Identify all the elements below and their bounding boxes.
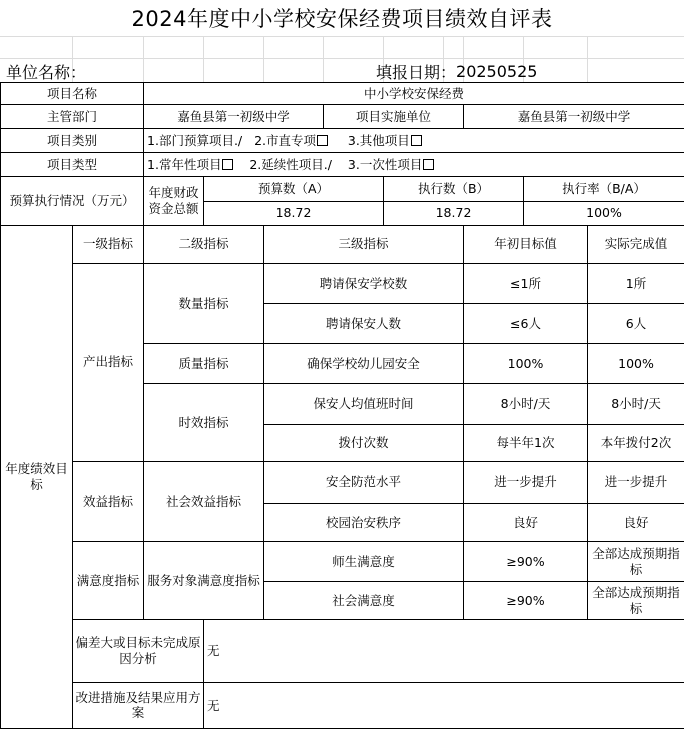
- table-row: [1, 682, 684, 728]
- indicator-name: 确保学校幼儿园安全: [264, 344, 464, 384]
- budget-header: 执行数（B）: [384, 177, 524, 201]
- column-header: 一级指标: [73, 225, 144, 263]
- project-name-value: 中小学校安保经费: [144, 83, 684, 105]
- indicator-target: ≤6人: [464, 303, 588, 343]
- table-row: [1, 225, 684, 263]
- benefit-indicator-label: 效益指标: [73, 461, 144, 541]
- gridline: [203, 36, 204, 82]
- fill-date-value: 20250525: [456, 61, 538, 81]
- indicator-name: 社会满意度: [264, 582, 464, 620]
- budget-value: 18.72: [204, 201, 384, 225]
- table-row: [1, 129, 684, 153]
- indicator-actual: 6人: [588, 303, 684, 343]
- quantity-indicator-label: 数量指标: [144, 263, 264, 343]
- indicator-target: 8小时/天: [464, 384, 588, 424]
- checkbox: [317, 135, 328, 146]
- indicator-target: ≥90%: [464, 582, 588, 620]
- deviation-analysis-label: 偏差大或目标未完成原因分析: [73, 620, 204, 682]
- gridline: [0, 58, 684, 59]
- gridline: [587, 36, 588, 82]
- indicator-actual: 8小时/天: [588, 384, 684, 424]
- type-option: 2.延续性项目./: [249, 157, 332, 173]
- unit-name-label: 单位名称：: [6, 62, 87, 82]
- output-indicator-label: 产出指标: [73, 263, 144, 461]
- table-row: [1, 177, 684, 201]
- fill-date-label: 填报日期：: [376, 62, 457, 82]
- category-option: 3.其他项目: [347, 132, 410, 148]
- indicator-name: 安全防范水平: [264, 461, 464, 503]
- type-option: 1.常年性项目: [147, 157, 222, 173]
- table-row: [1, 263, 684, 303]
- indicator-target: 100%: [464, 344, 588, 384]
- type-label: 项目类型: [1, 153, 144, 177]
- dept-label: 主管部门: [1, 105, 144, 129]
- indicator-target: 每半年1次: [464, 424, 588, 461]
- checkbox: [222, 159, 233, 170]
- checkbox: [423, 159, 434, 170]
- indicator-name: 聘请保安学校数: [264, 263, 464, 303]
- deviation-analysis-value: 无: [204, 620, 684, 682]
- annual-funds-label: 年度财政资金总额: [144, 177, 204, 225]
- indicator-name: 师生满意度: [264, 542, 464, 582]
- indicator-actual: 进一步提升: [588, 461, 684, 503]
- impl-unit-value: 嘉鱼县第一初级中学: [464, 105, 684, 129]
- column-header: 实际完成值: [588, 225, 684, 263]
- indicator-target: ≥90%: [464, 542, 588, 582]
- satisfaction-indicator-label: 满意度指标: [73, 542, 144, 620]
- sheet-title: 2024年度中小学校安保经费项目绩效自评表: [131, 7, 553, 31]
- impl-unit-label: 项目实施单位: [324, 105, 464, 129]
- annual-goals-label: 年度绩效目标: [1, 225, 73, 728]
- category-options: [144, 129, 684, 153]
- budget-header: 预算数（A）: [204, 177, 384, 201]
- gridline: [143, 36, 144, 82]
- budget-value: 18.72: [384, 201, 524, 225]
- indicator-target: 进一步提升: [464, 461, 588, 503]
- project-name-label: 项目名称: [1, 83, 144, 105]
- gridline: [0, 36, 684, 37]
- budget-header: 执行率（B/A）: [524, 177, 684, 201]
- table-row: [1, 153, 684, 177]
- category-label: 项目类别: [1, 129, 144, 153]
- social-benefit-label: 社会效益指标: [144, 461, 264, 541]
- indicator-actual: 本年拨付2次: [588, 424, 684, 461]
- table-row: [1, 105, 684, 129]
- table-row: [1, 620, 684, 682]
- budget-execution-label: 预算执行情况（万元）: [1, 177, 144, 225]
- checkbox: [411, 135, 422, 146]
- gridline: [323, 36, 324, 82]
- fill-date: [376, 60, 537, 82]
- improvement-plan-value: 无: [204, 682, 684, 728]
- indicator-actual: 全部达成预期指标: [588, 582, 684, 620]
- indicator-name: 保安人均值班时间: [264, 384, 464, 424]
- indicator-target: ≤1所: [464, 263, 588, 303]
- type-options: [144, 153, 684, 177]
- column-header: 三级指标: [264, 225, 464, 263]
- improvement-plan-label: 改进措施及结果应用方案: [73, 682, 204, 728]
- type-option: 3.一次性项目: [347, 157, 423, 173]
- category-option: 2.市直专项: [254, 132, 316, 148]
- indicator-target: 良好: [464, 503, 588, 541]
- table-row: [1, 542, 684, 582]
- quality-indicator-label: 质量指标: [144, 344, 264, 384]
- indicator-name: 校园治安秩序: [264, 503, 464, 541]
- table-row: [1, 461, 684, 503]
- self-evaluation-table: [0, 82, 684, 729]
- indicator-actual: 良好: [588, 503, 684, 541]
- timeliness-indicator-label: 时效指标: [144, 384, 264, 461]
- column-header: 二级指标: [144, 225, 264, 263]
- indicator-actual: 1所: [588, 263, 684, 303]
- table-row: [1, 83, 684, 105]
- column-header: 年初目标值: [464, 225, 588, 263]
- category-option: 1.部门预算项目./: [147, 132, 243, 148]
- indicator-actual: 100%: [588, 344, 684, 384]
- indicator-actual: 全部达成预期指标: [588, 542, 684, 582]
- indicator-name: 聘请保安人数: [264, 303, 464, 343]
- gridline: [263, 36, 264, 82]
- budget-value: 100%: [524, 201, 684, 225]
- service-satisfaction-label: 服务对象满意度指标: [144, 542, 264, 620]
- indicator-name: 拨付次数: [264, 424, 464, 461]
- dept-value: 嘉鱼县第一初级中学: [144, 105, 324, 129]
